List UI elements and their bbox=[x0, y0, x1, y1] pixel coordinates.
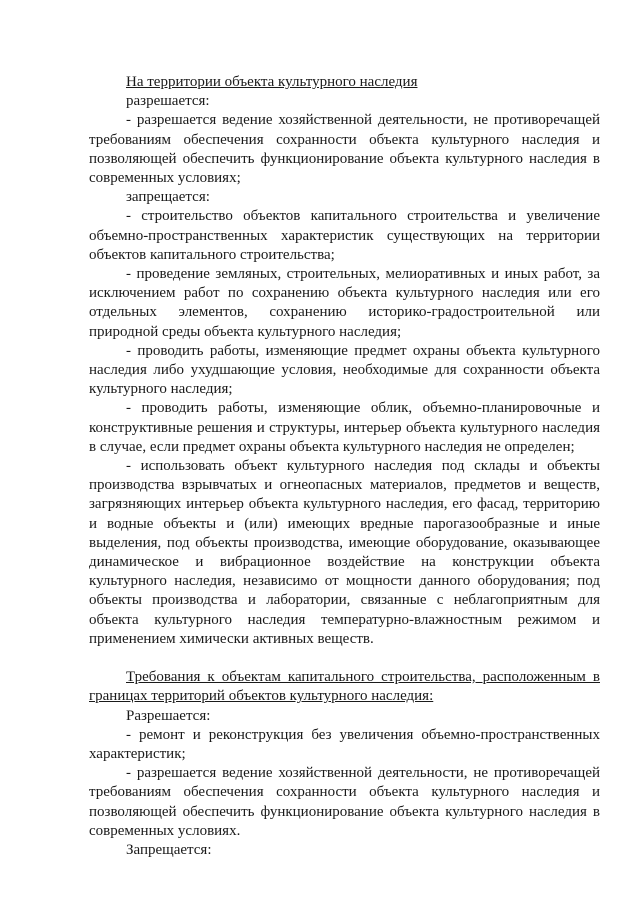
allowed-item: - разрешается ведение хозяйственной деятельности, не противоречащей требованиям обеспечения сохранности объекта культурного наследия и позволяющей обеспечить функционирование объекта культурного наследия в современных условиях; bbox=[89, 112, 600, 187]
forbidden-label: запрещается: bbox=[126, 189, 210, 206]
section-heading-capital-construction: Требования к объектам капитального строительства, расположенным в границах территорий объектов культурного наследия: bbox=[89, 669, 600, 705]
allowed-item: - ремонт и реконструкция без увеличения объемно-пространственных характеристик; bbox=[89, 726, 600, 762]
forbidden-label: Запрещается: bbox=[126, 841, 212, 858]
section-spacer bbox=[89, 649, 600, 668]
allowed-label: разрешается: bbox=[126, 93, 210, 110]
forbidden-item: - проведение земляных, строительных, мелиоративных и иных работ, за исключением работ по сохранению объекта культурного наследия или его отдельных элементов, сохранению историко-градостроительной или природной среды объекта культурного наследия; bbox=[89, 266, 600, 340]
allowed-item: - разрешается ведение хозяйственной деятельности, не противоречащей требованиям обеспечения сохранности объекта культурного наследия и позволяющей обеспечить функционирование объекта культурного наследия в современных условиях. bbox=[89, 765, 600, 839]
allowed-label: Разрешается: bbox=[126, 707, 211, 724]
section-heading-territory: На территории объекта культурного наследия bbox=[126, 74, 418, 90]
forbidden-item: - использовать объект культурного наследия под склады и объекты производства взрывчатых и огнеопасных материалов, предметов и веществ, загрязняющих интерьер объекта культурного наследия, его фасад, территорию и водные объекты и (или) имеющих вредные парогазообразные и иные выделения, под объекты производства, имеющие оборудование, оказывающее динамическое и вибрационное воздействие на конструкции объекта культурного наследия, независимо от мощности данного оборудования; под объекты производства и лаборатории, связанные с неблагоприятным для объекта культурного наследия температурно-влажностным режимом и применением химически активных веществ. bbox=[89, 458, 600, 647]
forbidden-item: - проводить работы, изменяющие облик, объемно-планировочные и конструктивные решения и структуры, интерьер объекта культурного наследия в случае, если предмет охраны объекта культурного наследия не определен; bbox=[89, 400, 600, 455]
forbidden-item: - проводить работы, изменяющие предмет охраны объекта культурного наследия либо ухудшающие условия, необходимые для сохранности объекта культурного наследия; bbox=[89, 342, 600, 398]
document-body bbox=[89, 73, 600, 860]
forbidden-item: - строительство объектов капитального строительства и увеличение объемно-пространственных характеристик существующих на территории объектов капитального строительства; bbox=[89, 208, 600, 263]
